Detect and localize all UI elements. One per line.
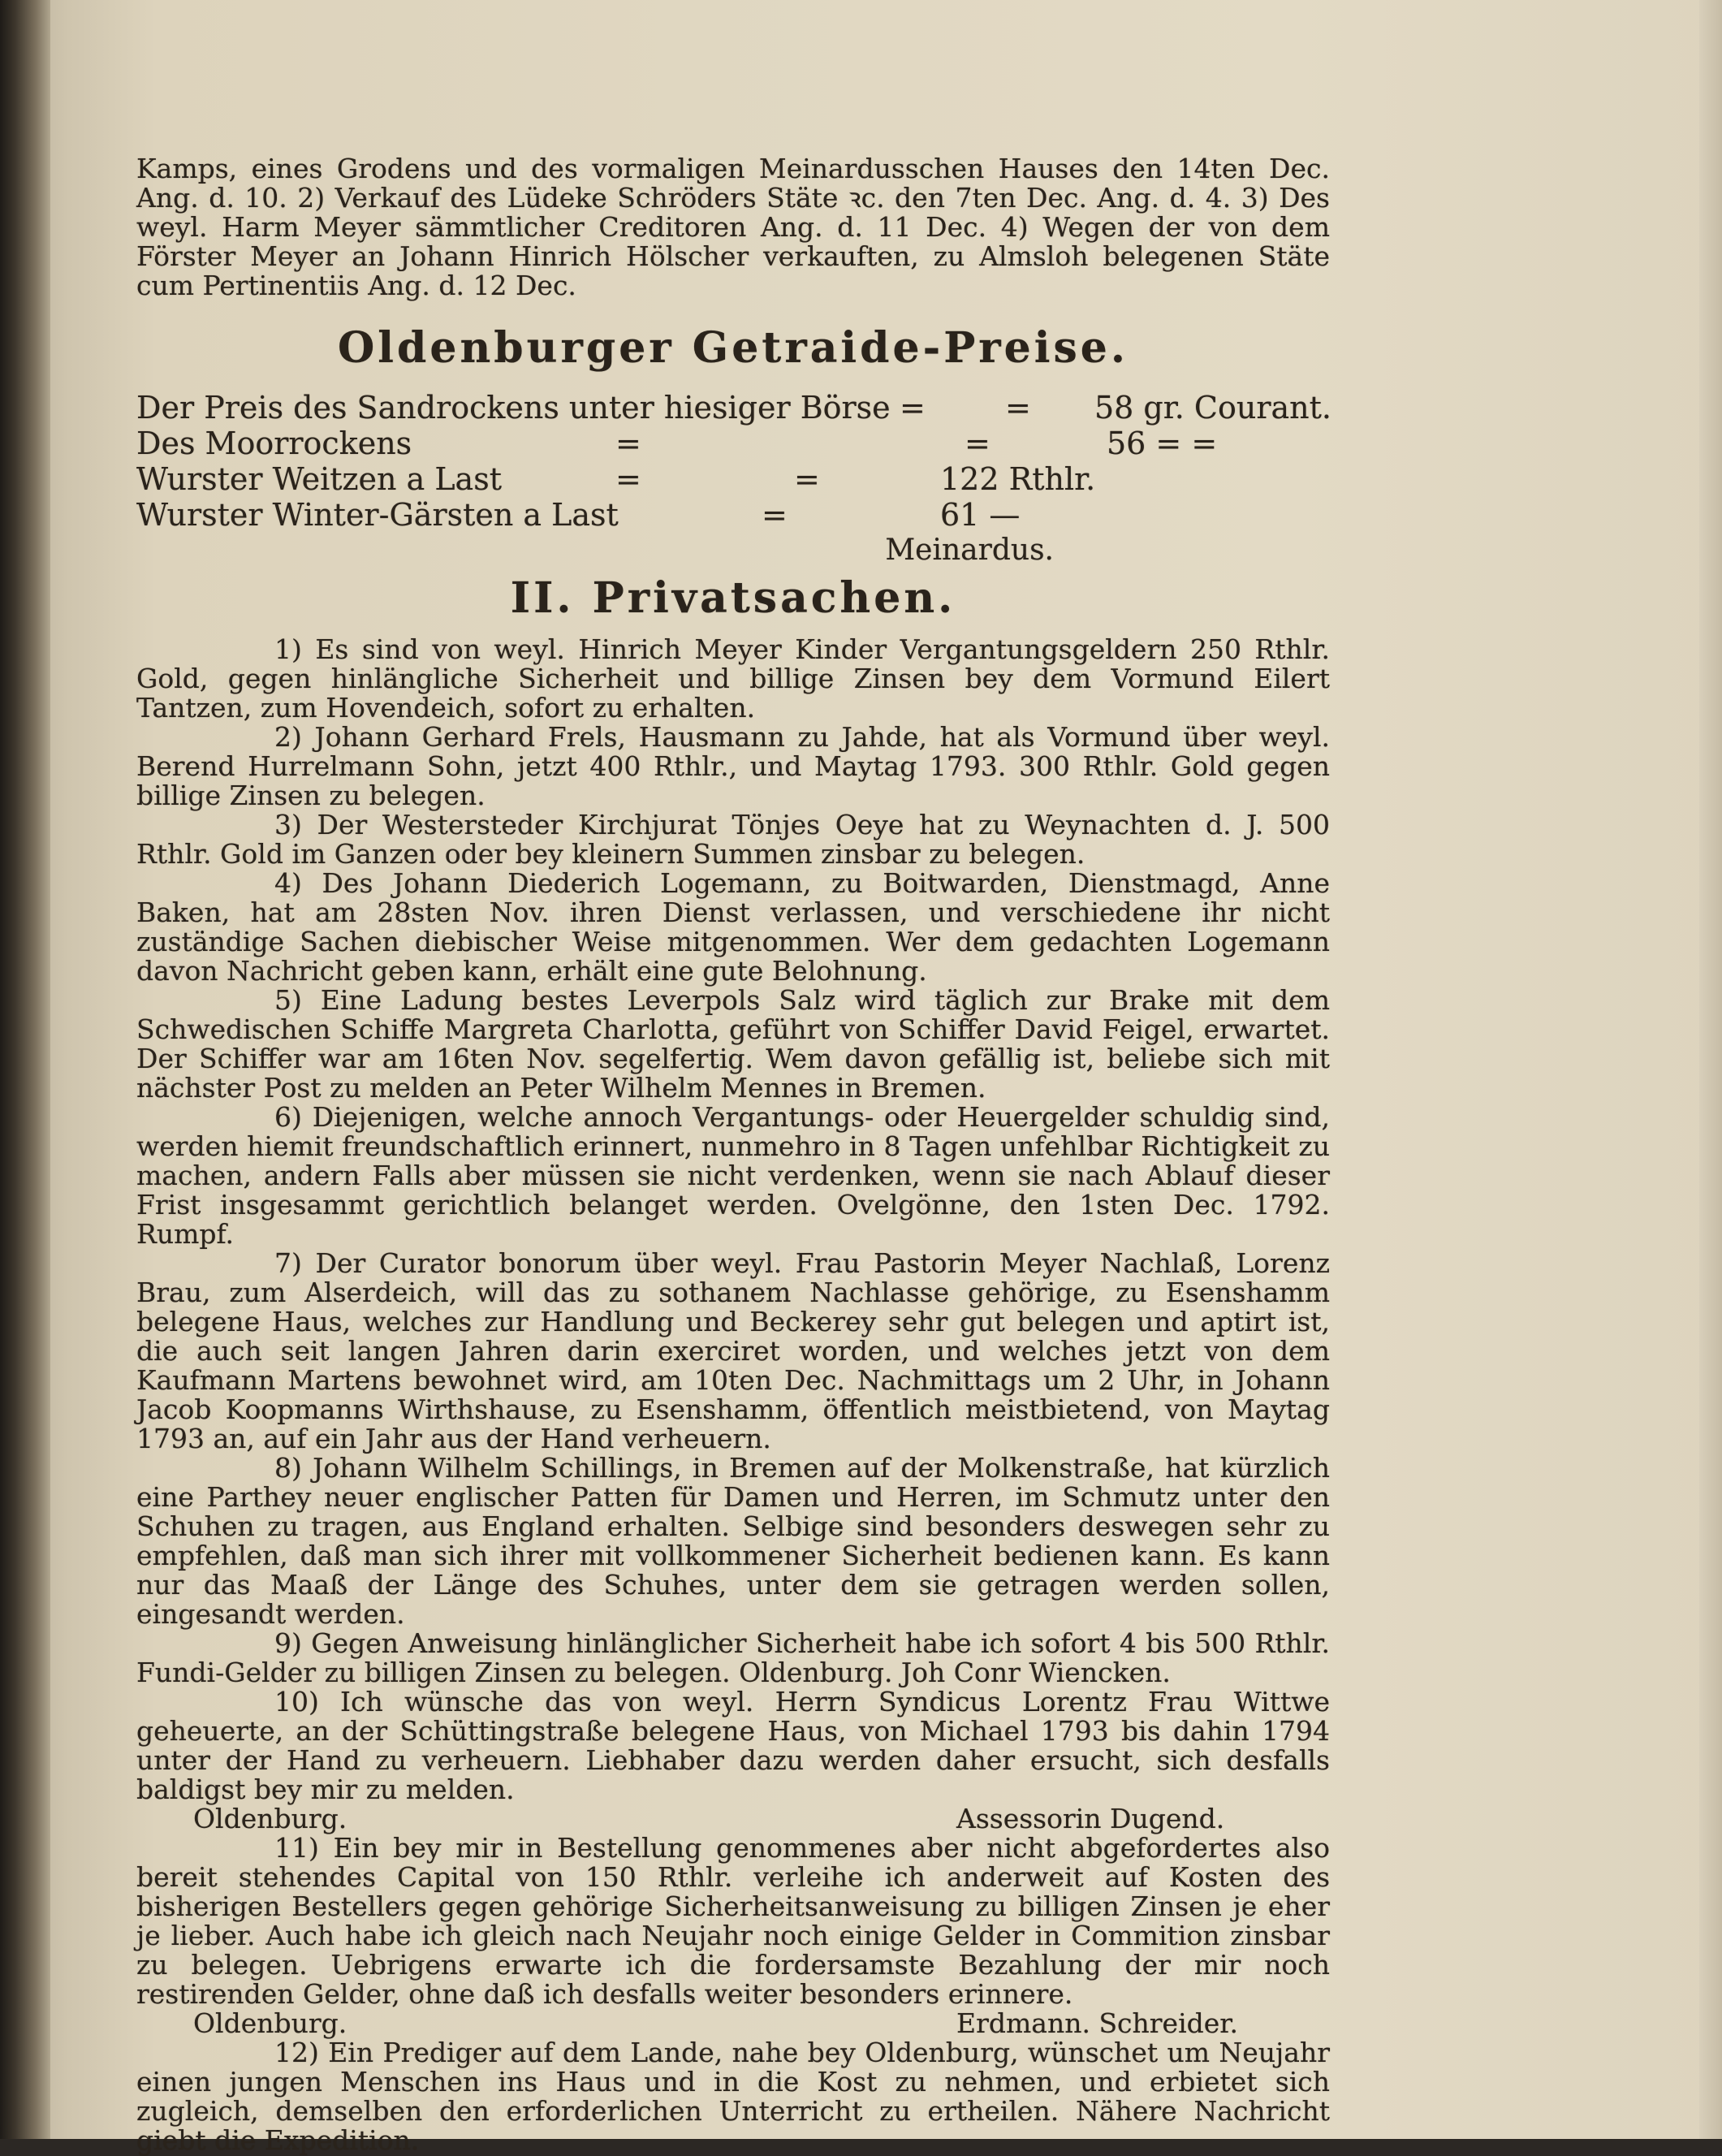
page-edge (1699, 0, 1722, 2139)
notice-item: 2) Johann Gerhard Frels, Hausmann zu Jahde, hat als Vormund über weyl. Berend Hurrelmann Sohn, jetzt 400 Rthlr., und Maytag 1793. 300 Rthlr. Gold gegen billige Zinsen zu belegen. (136, 721, 1330, 811)
notice-item: 7) Der Curator bonorum über weyl. Frau Pastorin Meyer Nachlaß, Lorenz Brau, zum Alserdeich, will das zu sothanem Nachlasse gehörige, zu Esenshamm belegene Haus, welches zur Handlung und Beckerey sehr gut belegen und aptirt ist, die auch seit langen Jahren darin exerciret worden, und welches jetzt von dem Kaufmann Martens bewohnet wird, am 10ten Dec. Nachmittags um 2 Uhr, in Johann Jacob Koopmanns Wirthshause, zu Esenshamm, öffentlich meistbietend, von Maytag 1793 an, auf ein Jahr aus der Hand verheuern. (136, 1247, 1330, 1454)
price-row-moorrocken (136, 426, 1330, 461)
ditto-mark: = (900, 390, 926, 426)
ditto-mark: = (615, 426, 641, 461)
notice-item: 1) Es sind von weyl. Hinrich Meyer Kinder Vergantungsgeldern 250 Rthlr. Gold, gegen hinlängliche Sicherheit und billige Zinsen bey dem Vormund Eilert Tantzen, zum Hovendeich, sofort zu erhalten. (136, 633, 1330, 724)
price-row-weitzen (136, 461, 1330, 497)
signatory: Assessorin Dugend. (956, 1803, 1225, 1834)
price-label: Wurster Winter-Gärsten a Last (136, 497, 619, 533)
page-text (136, 154, 1330, 2155)
notice-item: 5) Eine Ladung bestes Leverpols Salz wird täglich zur Brake mit dem Schwedischen Schiffe Margreta Charlotta, geführt von Schiffer David Feigel, erwartet. Der Schiffer war am 16ten Nov. segelfertig. Wem davon gefällig ist, beliebe sich mit nächster Post zu melden an Peter Wilhelm Mennes in Bremen. (136, 984, 1330, 1104)
notice-item: 4) Des Johann Diederich Logemann, zu Boitwarden, Dienstmagd, Anne Baken, hat am 28sten Nov. ihren Dienst verlassen, und verschiedene ihr nicht zuständige Sachen diebischer Weise mitgenommen. Wer dem gedachten Logemann davon Nachricht geben kann, erhält eine gute Belohnung. (136, 867, 1330, 987)
notice-signoff (136, 1804, 1330, 1834)
ditto-mark: = (1005, 390, 1031, 426)
price-row-sandrocken (136, 390, 1330, 426)
price-value: 56 = = (1107, 426, 1218, 461)
ditto-mark: = (615, 461, 641, 497)
notice-item: 11) Ein bey mir in Bestellung genommenes aber nicht abgefordertes also bereit stehendes Capital von 150 Rthlr. verleihe ich anderweit auf Kosten des bisherigen Bestellers gegen gehörige Sicherheitsanweisung zu billigen Zinsen je eher je lieber. Auch habe ich gleich nach Neujahr noch einige Gelder in Commition zinsbar zu belegen. Uebrigens erwarte ich die fordersamste Bezahlung der mir noch restirenden Gelder, ohne daß ich desfalls weiter besonders erinnere. (136, 1832, 1330, 2010)
private-matters-heading: II. Privatsachen. (510, 573, 956, 623)
notice-item: 3) Der Westersteder Kirchjurat Tönjes Oeye hat zu Weynachten d. J. 500 Rthlr. Gold im Ganzen oder bey kleinern Summen zinsbar zu belegen. (136, 809, 1330, 870)
ditto-mark: = (965, 426, 990, 461)
notice-item: 12) Ein Prediger auf dem Lande, nahe bey Oldenburg, wünschet um Neujahr einen jungen Menschen ins Haus und in die Kost zu nehmen, und erbietet sich zugleich, demselben den erforderlichen Unterricht zu ertheilen. Nähere Nachricht giebt die Expedition. (136, 2037, 1330, 2156)
notice-item: 6) Diejenigen, welche annoch Vergantungs- oder Heuergelder schuldig sind, werden hiemit freundschaftlich erinnert, nunmehro in 8 Tagen unfehlbar Richtigkeit zu machen, andern Falls aber müssen sie nicht verdenken, wenn sie nach Ablauf dieser Frist insgesammt gerichtlich belanget werden. Ovelgönne, den 1sten Dec. 1792. Rumpf. (136, 1101, 1330, 1250)
book-gutter (0, 0, 50, 2139)
price-label: Der Preis des Sandrockens unter hiesiger Börse (136, 390, 891, 426)
place-name: Oldenburg. (193, 1803, 347, 1834)
price-value: 61 — (940, 497, 1021, 533)
ditto-mark: = (794, 461, 820, 497)
notice-item: 8) Johann Wilhelm Schillings, in Bremen auf der Molkenstraße, hat kürzlich eine Parthey neuer englischer Patten für Damen und Herren, im Schmutz unter den Schuhen zu tragen, aus England erhalten. Selbige sind besonders deswegen sehr zu empfehlen, daß man sich ihrer mit vollkommener Sicherheit bedienen kann. Es kann nur das Maaß der Länge des Schuhes, unter dem sie getragen werden sollen, eingesandt werden. (136, 1452, 1330, 1630)
grain-prices-heading: Oldenburger Getraide-Preise. (338, 323, 1129, 373)
notice-item: 9) Gegen Anweisung hinlänglicher Sicherheit habe ich sofort 4 bis 500 Rthlr. Fundi-Gelder zu billigen Zinsen zu belegen. Oldenburg. Joh Conr Wiencken. (136, 1627, 1330, 1688)
intro-paragraph: Kamps, eines Grodens und des vormaligen Meinardusschen Hauses den 14ten Dec. Ang. d. 10. 2) Verkauf des Lüdeke Schröders Stäte ꝛc. den 7ten Dec. Ang. d. 4. 3) Des weyl. Harm Meyer sämmtlicher Creditoren Ang. d. 11 Dec. 4) Wegen der von dem Förster Meyer an Johann Hinrich Hölscher verkauften, zu Almsloh belegenen Stäte cum Pertinentiis Ang. d. 12 Dec. (136, 153, 1330, 301)
price-label: Wurster Weitzen a Last (136, 461, 502, 497)
price-row-gaersten (136, 497, 1330, 533)
place-name: Oldenburg. (193, 2007, 347, 2039)
price-value: 58 gr. Courant. (1094, 390, 1331, 426)
price-value: 122 Rthlr. (940, 461, 1096, 497)
notice-item: 10) Ich wünsche das von weyl. Herrn Syndicus Lorentz Frau Wittwe geheuerte, an der Schüttingstraße belegene Haus, von Michael 1793 bis dahin 1794 unter der Hand zu verheuern. Liebhaber dazu werden daher ersucht, sich desfalls baldigst bey mir zu melden. (136, 1686, 1330, 1805)
signatory: Erdmann. Schreider. (956, 2007, 1238, 2039)
signature-meinardus: Meinardus. (885, 534, 1054, 567)
ditto-mark: = (762, 497, 788, 533)
notice-signoff (136, 2009, 1330, 2038)
price-label: Des Moorrockens (136, 426, 412, 461)
